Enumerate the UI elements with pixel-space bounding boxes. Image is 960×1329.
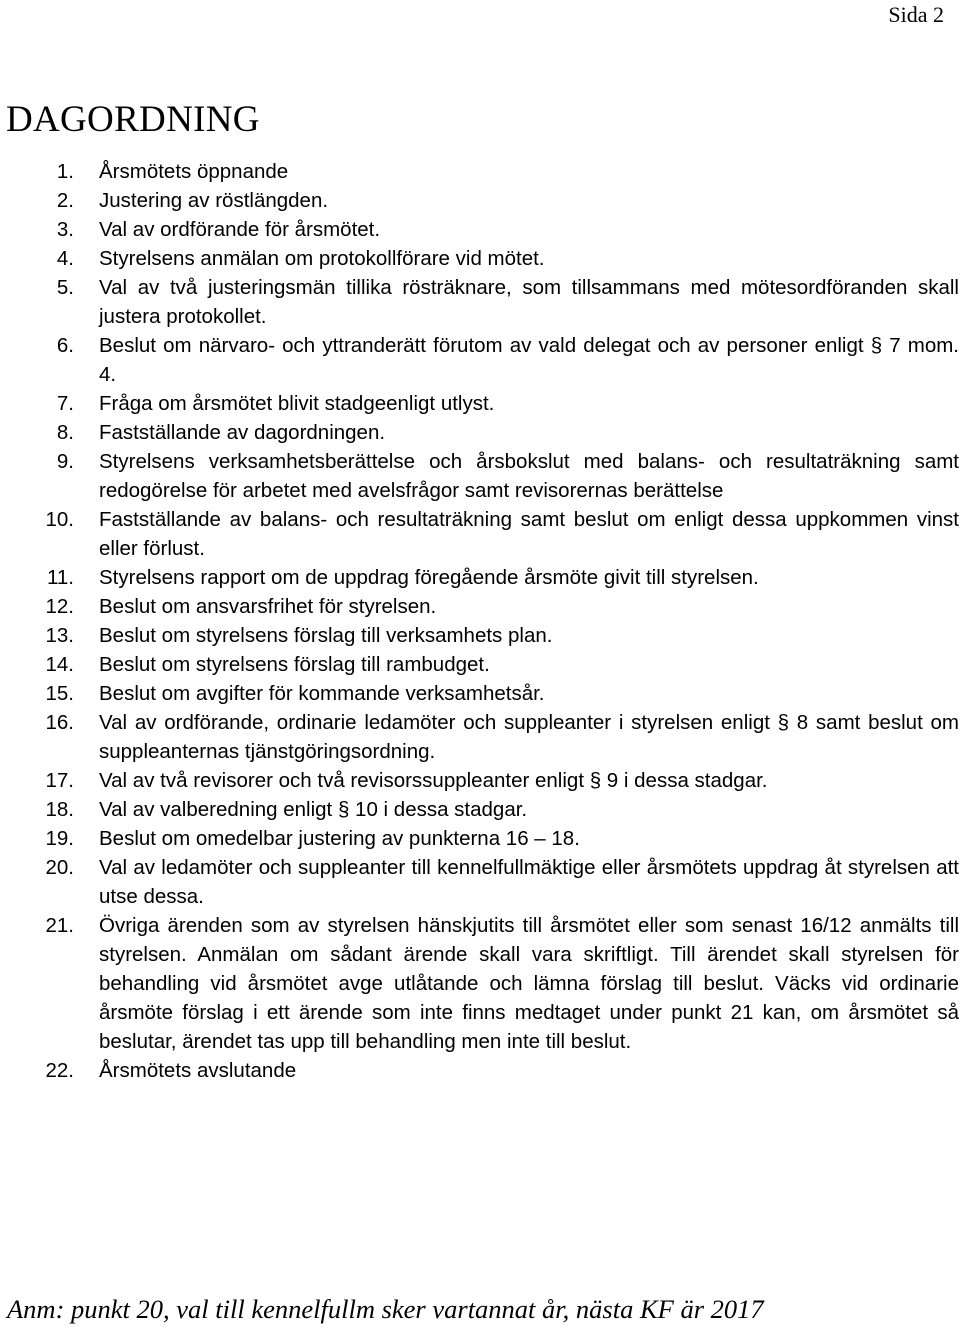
agenda-item-text: Beslut om ansvarsfrihet för styrelsen.	[99, 595, 437, 618]
agenda-item-text: Beslut om avgifter för kommande verksamhetsår.	[99, 682, 545, 705]
agenda-item	[0, 273, 960, 331]
agenda-item-number: 20.	[45, 856, 74, 879]
agenda-item	[0, 1056, 960, 1085]
agenda-item	[0, 186, 960, 215]
agenda-item-number: 22.	[45, 1059, 74, 1082]
agenda-item-text: Val av ledamöter och suppleanter till kennelfullmäktige eller årsmötets uppdrag åt styrelsen att utse dessa.	[99, 856, 959, 908]
agenda-item-text: Justering av röstlängden.	[99, 189, 329, 212]
footnote: Anm: punkt 20, val till kennelfullm sker vartannat år, nästa KF är 2017	[7, 1294, 764, 1324]
agenda-item-number: 18.	[45, 798, 74, 821]
agenda-item-number: 10.	[45, 508, 74, 531]
page-title: DAGORDNING	[6, 99, 260, 140]
agenda-item	[0, 418, 960, 447]
agenda-item	[0, 215, 960, 244]
agenda-item	[0, 157, 960, 186]
agenda-item-number: 1.	[56, 160, 74, 183]
agenda-item-number: 11.	[47, 566, 74, 589]
agenda-item-text: Fråga om årsmötet blivit stadgeenligt utlyst.	[99, 392, 495, 415]
agenda-item	[0, 650, 960, 679]
agenda-item-text: Årsmötets öppnande	[99, 160, 289, 183]
agenda-item-number: 4.	[56, 247, 74, 270]
agenda-item-number: 3.	[56, 218, 74, 241]
agenda-item-text: Val av två revisorer och två revisorssuppleanter enligt § 9 i dessa stadgar.	[99, 769, 768, 792]
agenda-item-text: Beslut om omedelbar justering av punkterna 16 – 18.	[99, 827, 580, 850]
agenda-item	[0, 708, 960, 766]
agenda-list	[0, 157, 960, 1085]
agenda-item-text: Fastställande av balans- och resultaträkning samt beslut om enligt dessa uppkommen vinst eller förlust.	[99, 508, 959, 560]
agenda-item-text: Val av två justeringsmän tillika rösträknare, som tillsammans med mötesordföranden skall justera protokollet.	[99, 276, 959, 328]
page-number: Sida 2	[888, 2, 944, 27]
agenda-item-number: 8.	[56, 421, 74, 444]
agenda-item-number: 14.	[45, 653, 74, 676]
agenda-item-text: Styrelsens verksamhetsberättelse och årsbokslut med balans- och resultaträkning samt redogörelse för arbetet med avelsfrågor samt revisorernas berättelse	[99, 450, 959, 502]
agenda-item	[0, 447, 960, 505]
agenda-item-number: 9.	[56, 450, 74, 473]
agenda-item-number: 16.	[45, 711, 74, 734]
agenda-item	[0, 505, 960, 563]
agenda-item	[0, 331, 960, 389]
agenda-item-number: 5.	[56, 276, 74, 299]
agenda-item-text: Beslut om styrelsens förslag till verksamhets plan.	[99, 624, 553, 647]
agenda-item-text: Val av valberedning enligt § 10 i dessa stadgar.	[99, 798, 528, 821]
agenda-item	[0, 563, 960, 592]
agenda-item	[0, 244, 960, 273]
agenda-item	[0, 766, 960, 795]
agenda-item-number: 7.	[56, 392, 74, 415]
agenda-item-text: Styrelsens rapport om de uppdrag föregående årsmöte givit till styrelsen.	[99, 566, 759, 589]
agenda-item-text: Val av ordförande, ordinarie ledamöter och suppleanter i styrelsen enligt § 8 samt beslut om suppleanternas tjänstgöringsordning.	[99, 711, 959, 763]
agenda-item	[0, 911, 960, 1056]
agenda-item	[0, 389, 960, 418]
agenda-item-text: Val av ordförande för årsmötet.	[99, 218, 381, 241]
agenda-item-number: 21.	[45, 914, 74, 937]
agenda-item	[0, 621, 960, 650]
agenda-item	[0, 824, 960, 853]
agenda-item-number: 12.	[45, 595, 74, 618]
agenda-item-number: 13.	[45, 624, 74, 647]
agenda-item-text: Fastställande av dagordningen.	[99, 421, 386, 444]
agenda-item-number: 2.	[56, 189, 74, 212]
agenda-item	[0, 853, 960, 911]
agenda-item-text: Årsmötets avslutande	[99, 1059, 297, 1082]
agenda-item	[0, 592, 960, 621]
agenda-item-text: Styrelsens anmälan om protokollförare vid mötet.	[99, 247, 545, 270]
agenda-item-text: Beslut om styrelsens förslag till rambudget.	[99, 653, 490, 676]
agenda-item-number: 19.	[45, 827, 74, 850]
agenda-item-number: 6.	[56, 334, 74, 357]
agenda-item	[0, 679, 960, 708]
agenda-item-number: 17.	[45, 769, 74, 792]
agenda-item-number: 15.	[45, 682, 74, 705]
agenda-item-text: Övriga ärenden som av styrelsen hänskjutits till årsmötet eller som senast 16/12 anmälts till styrelsen. Anmälan om sådant ärende skall vara skriftligt. Till ärendet skall styrelsen för behandling vid årsmötet avge utlåtande och lämna förslag till beslut. Väcks vid ordinarie årsmöte förslag i ett ärende som inte finns medtaget under punkt 21 kan, om årsmötet så beslutar, ärendet tas upp till behandling men inte till beslut.	[99, 914, 959, 1053]
agenda-item-text: Beslut om närvaro- och yttranderätt förutom av vald delegat och av personer enligt § 7 mom. 4.	[99, 334, 959, 386]
agenda-item	[0, 795, 960, 824]
